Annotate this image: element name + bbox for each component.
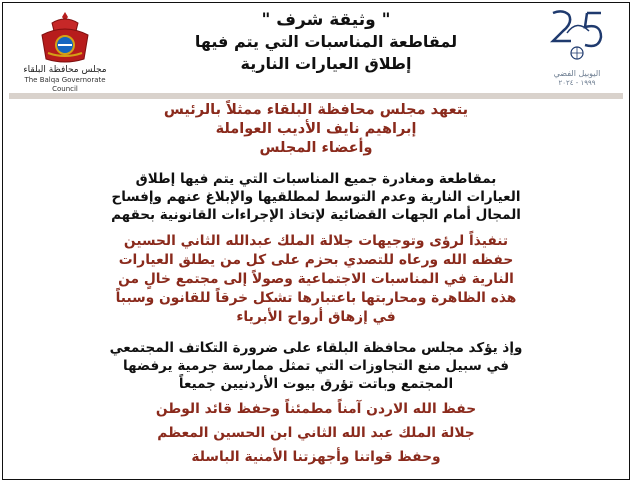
document-header bbox=[3, 3, 629, 95]
royal-line: النارية في المناسبات الاجتماعية وصولاً إلى مجتمع خالٍ من bbox=[118, 271, 514, 287]
prayer-paragraph bbox=[11, 397, 621, 469]
pledge-line: وأعضاء المجلس bbox=[259, 140, 373, 156]
royal-line: تنفيذاً لرؤى وتوجيهات جلالة الملك عبدالله الثاني الحسين bbox=[123, 233, 509, 249]
boycott-line: المجال أمام الجهات القضائية لإتخاذ الإجراءات القانونية بحقهم bbox=[111, 207, 521, 223]
solidarity-paragraph bbox=[11, 339, 621, 393]
pledge-line: يتعهد مجلس محافظة البلقاء ممثلاً بالرئيس bbox=[163, 102, 469, 118]
council-name-en: The Balqa Governorate Council bbox=[24, 76, 106, 93]
council-name-ar: مجلس محافظة البلقاء bbox=[23, 65, 107, 75]
royal-line: في إزهاق أرواح الأبرياء bbox=[236, 309, 396, 325]
pledge-line: إبراهيم نايف الأديب العواملة bbox=[215, 121, 417, 137]
solidarity-line: في سبيل منع التجاوزات التي تمثل ممارسة جرمية يرفضها bbox=[123, 358, 509, 374]
document-body bbox=[11, 101, 621, 469]
prayer-line: وحفظ قواتنا وأجهزتنا الأمنية الباسلة bbox=[191, 449, 441, 465]
title-line-2: لمقاطعة المناسبات التي يتم فيها bbox=[194, 32, 458, 51]
crown-emblem-icon bbox=[34, 9, 96, 65]
prayer-line: جلالة الملك عبد الله الثاني ابن الحسين المعظم bbox=[157, 425, 475, 441]
title-line-3: إطلاق العيارات النارية bbox=[240, 54, 412, 73]
jubilee-years: ١٩٩٩ - ٢٠٢٤ bbox=[558, 79, 596, 87]
title-line-1: " وثيقة شرف " bbox=[261, 10, 391, 30]
boycott-line: بمقاطعة ومغادرة جميع المناسبات التي يتم فيها إطلاق bbox=[135, 171, 497, 187]
boycott-line: العيارات النارية وعدم التوسط لمطلقيها والإبلاغ عنهم وإفساح bbox=[111, 189, 521, 205]
royal-directives-paragraph bbox=[11, 232, 621, 327]
solidarity-line: وإذ يؤكد مجلس محافظة البلقاء على ضرورة التكاتف المجتمعي bbox=[109, 340, 523, 356]
council-emblem bbox=[11, 9, 119, 91]
royal-line: حفظه الله ورعاه للتصدي بحزم على كل من يطلق العيارات bbox=[118, 252, 514, 268]
prayer-line: حفظ الله الاردن آمناً مطمئناً وحفظ قائد الوطن bbox=[155, 401, 477, 417]
document-title bbox=[123, 9, 529, 75]
jubilee-25-icon bbox=[547, 9, 607, 65]
royal-line: هذه الظاهرة ومحاربتها باعتبارها تشكل خرقاً للقانون وسبباً bbox=[115, 290, 517, 306]
jubilee-caption: اليوبيل الفضي bbox=[553, 69, 601, 78]
boycott-paragraph bbox=[11, 170, 621, 224]
solidarity-line: المجتمع وباتت تؤرق بيوت الأردنيين جميعاً bbox=[178, 376, 454, 392]
pledge-paragraph bbox=[11, 101, 621, 158]
document-page bbox=[2, 2, 630, 480]
silver-jubilee-logo bbox=[535, 9, 619, 91]
header-separator bbox=[9, 93, 623, 99]
